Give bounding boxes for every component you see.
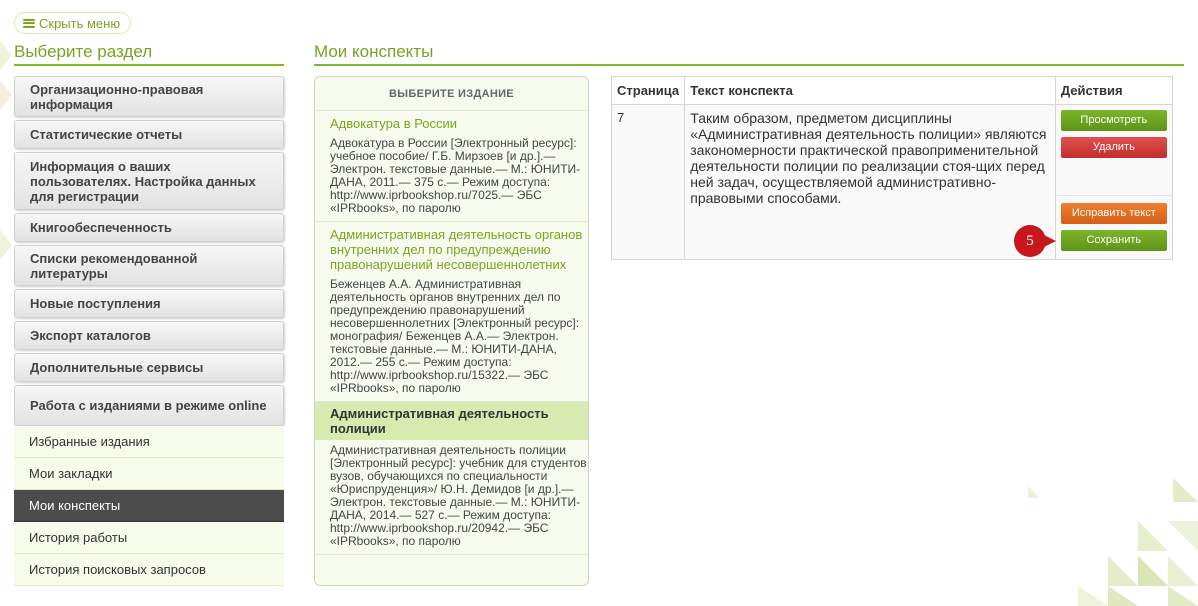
sidebar-item-legal-info[interactable]: Организационно-правовая информация <box>14 76 284 117</box>
notes-table <box>611 76 1173 260</box>
publication-panel-heading: ВЫБЕРИТЕ ИЗДАНИЕ <box>315 77 588 111</box>
column-header-page: Страница <box>612 77 685 105</box>
edit-text-button[interactable]: Исправить текст <box>1061 203 1167 224</box>
hide-menu-button[interactable] <box>14 12 131 34</box>
sidebar-subitem-favorites[interactable]: Избранные издания <box>14 426 284 458</box>
publication-title-link[interactable]: Административная деятельность органов внутренних дел по предупреждению правонарушений несовершеннолетних <box>330 227 583 272</box>
sidebar-item-statistics[interactable]: Статистические отчеты <box>14 120 284 149</box>
step-pointer-arrow <box>1042 234 1056 248</box>
sidebar-subitem-bookmarks[interactable]: Мои закладки <box>14 458 284 490</box>
note-text-cell[interactable]: Таким образом, предметом дисциплины «Административная деятельность полиции» являются закономерности практической правоприменительной деятельности полиции по реализации стоя-щих перед ней задач, осуществляемой административно-правовыми способами. <box>685 105 1056 260</box>
note-actions-cell <box>1055 105 1172 260</box>
table-row <box>612 105 1173 260</box>
publication-description: Административная деятельность полиции [Электронный ресурс]: учебник для студентов вузов, обучающихся по специальности «Юриспруденция»/ Ю.Н. Демидов [и др.].— Электрон. текстовые данные.— М.: ЮНИТИ-ДАНА, 2014.— 527 c.— Режим доступа: http://www.iprbookshop.ru/20942.— ЭБС «IPRbooks», по паролю <box>330 443 587 548</box>
sidebar-item-online-work[interactable]: Работа с изданиями в режиме online <box>14 385 284 426</box>
publication-title-link[interactable]: Административная деятельность полиции <box>315 402 588 440</box>
sidebar-item-extra-services[interactable]: Дополнительные сервисы <box>14 353 284 382</box>
sidebar-subitem-search-history[interactable]: История поисковых запросов <box>14 554 284 586</box>
page-title: Мои конспекты <box>314 42 1184 66</box>
sidebar-menu <box>14 76 284 586</box>
column-header-text: Текст конспекта <box>685 77 1056 105</box>
save-button[interactable]: Сохранить <box>1061 230 1167 251</box>
decorative-triangles-right <box>1018 466 1198 606</box>
publication-item <box>315 111 588 222</box>
sidebar-title: Выберите раздел <box>14 42 284 66</box>
delete-button[interactable]: Удалить <box>1061 137 1167 158</box>
sidebar-item-user-info[interactable]: Информация о ваших пользователях. Настройка данных для регистрации <box>14 152 284 210</box>
note-page-cell: 7 <box>612 105 685 260</box>
actions-divider <box>1056 158 1172 196</box>
publication-item <box>315 222 588 402</box>
menu-icon <box>23 19 35 28</box>
sidebar-subitem-my-notes[interactable]: Мои конспекты <box>14 490 284 522</box>
step-number-badge: 5 <box>1014 225 1046 257</box>
column-header-actions: Действия <box>1055 77 1172 105</box>
view-button[interactable]: Просмотреть <box>1061 110 1167 131</box>
publication-item-selected <box>315 402 588 555</box>
publication-description: Адвокатура в России [Электронный ресурс]: учебное пособие/ Г.Б. Мирзоев [и др.].— Электрон. текстовые данные.— М.: ЮНИТИ-ДАНА, 2011.— 375 c.— Режим доступа: http://www.iprbookshop.ru/7025.— ЭБС «IPRbooks», по паролю <box>330 136 581 215</box>
sidebar-item-new-arrivals[interactable]: Новые поступления <box>14 289 284 318</box>
sidebar-item-recommended-lists[interactable]: Списки рекомендованной литературы <box>14 245 284 286</box>
hide-menu-label: Скрыть меню <box>39 15 121 31</box>
decorative-triangles-left <box>0 0 14 606</box>
publication-description: Беженцев А.А. Административная деятельность органов внутренних дел по предупреждению правонарушений несовершеннолетних [Электронный ресурс]: монография/ Беженцев А.А.— Электрон. текстовые данные.— М.: ЮНИТИ-ДАНА, 2012.— 255 c.— Режим доступа: http://www.iprbookshop.ru/15322.— ЭБС «IPRbooks», по паролю <box>330 277 580 395</box>
sidebar-item-book-supply[interactable]: Книгообеспеченность <box>14 213 284 242</box>
table-header-row <box>612 77 1173 105</box>
sidebar-item-catalog-export[interactable]: Экспорт каталогов <box>14 321 284 350</box>
sidebar-subitem-history[interactable]: История работы <box>14 522 284 554</box>
publication-title-link[interactable]: Адвокатура в России <box>330 116 458 131</box>
publication-panel <box>314 76 589 586</box>
